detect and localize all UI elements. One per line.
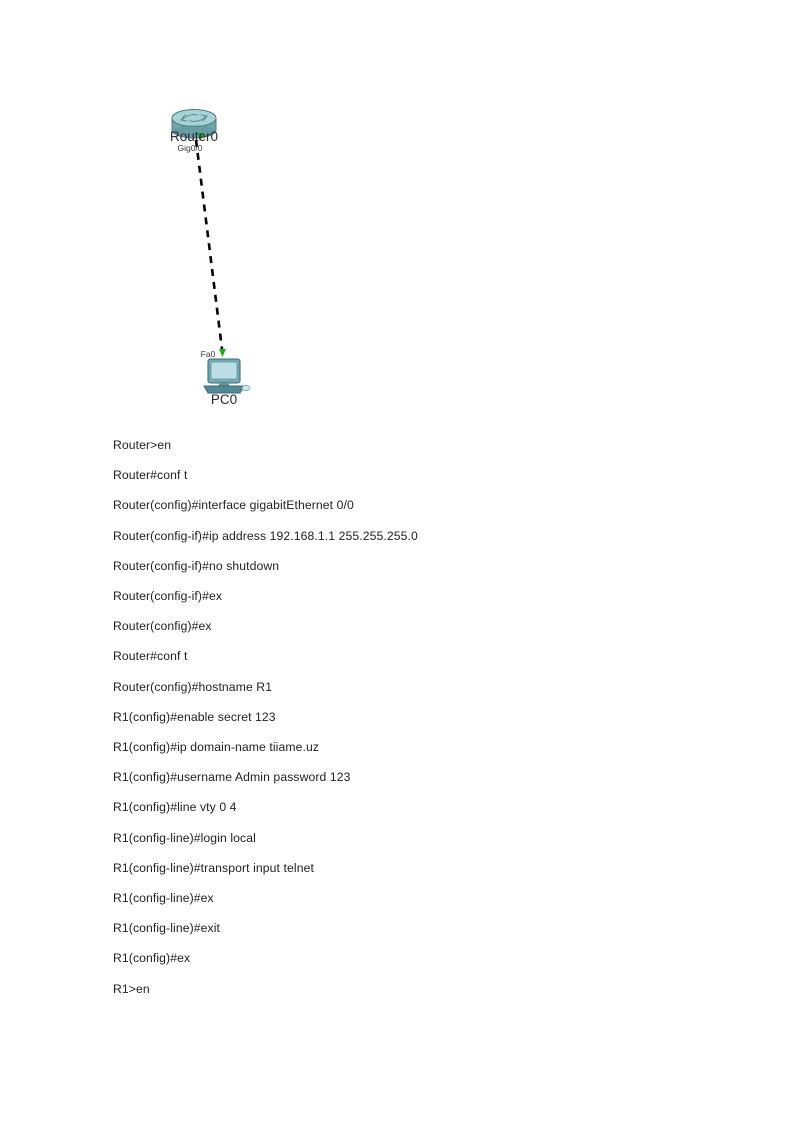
pc-screen — [211, 362, 237, 379]
cli-line: R1(config)#enable secret 123 — [113, 709, 276, 724]
cli-line: Router(config-if)#ip address 192.168.1.1 255.255.255.0 — [113, 528, 418, 543]
cli-line: Router(config-if)#ex — [113, 589, 223, 604]
router-top — [172, 110, 216, 127]
cli-line: Router(config)#interface gigabitEthernet 0/0 — [113, 498, 354, 513]
device-pc0[interactable] — [201, 349, 250, 407]
cli-line: R1(config)#line vty 0 4 — [113, 800, 237, 815]
cli-line: Router(config-if)#no shutdown — [113, 558, 280, 573]
cli-line: Router(config)#hostname R1 — [113, 679, 273, 694]
cli-line: R1(config)#ip domain-name tiiame.uz — [113, 740, 320, 755]
link-status-indicator-pc0 — [219, 349, 226, 357]
network-topology-diagram — [0, 0, 800, 420]
cli-line: R1(config)#username Admin password 123 — [113, 770, 351, 785]
cli-line: R1(config-line)#ex — [113, 891, 214, 906]
device-router0[interactable] — [170, 110, 218, 154]
cli-line: R1(config-line)#login local — [113, 830, 256, 845]
pc-mouse — [242, 385, 250, 390]
cli-line: R1(config-line)#exit — [113, 921, 220, 936]
device-label-pc0: PC0 — [210, 392, 238, 407]
cable-link-router0-pc0 — [196, 140, 223, 357]
cli-line: R1(config)#ex — [113, 951, 191, 966]
cli-transcript — [113, 430, 733, 1004]
cli-line: Router(config)#ex — [113, 619, 212, 634]
cli-line: R1>en — [113, 981, 150, 996]
device-label-router0: Router0 — [169, 129, 219, 144]
cli-line: Router>en — [113, 438, 172, 452]
cli-line: Router#conf t — [113, 468, 188, 483]
cli-line: R1(config-line)#transport input telnet — [113, 860, 314, 875]
interface-label-router0: Gig0/0 — [177, 143, 203, 153]
interface-label-pc0: Fa0 — [200, 349, 216, 359]
cli-line: Router#conf t — [113, 649, 188, 664]
